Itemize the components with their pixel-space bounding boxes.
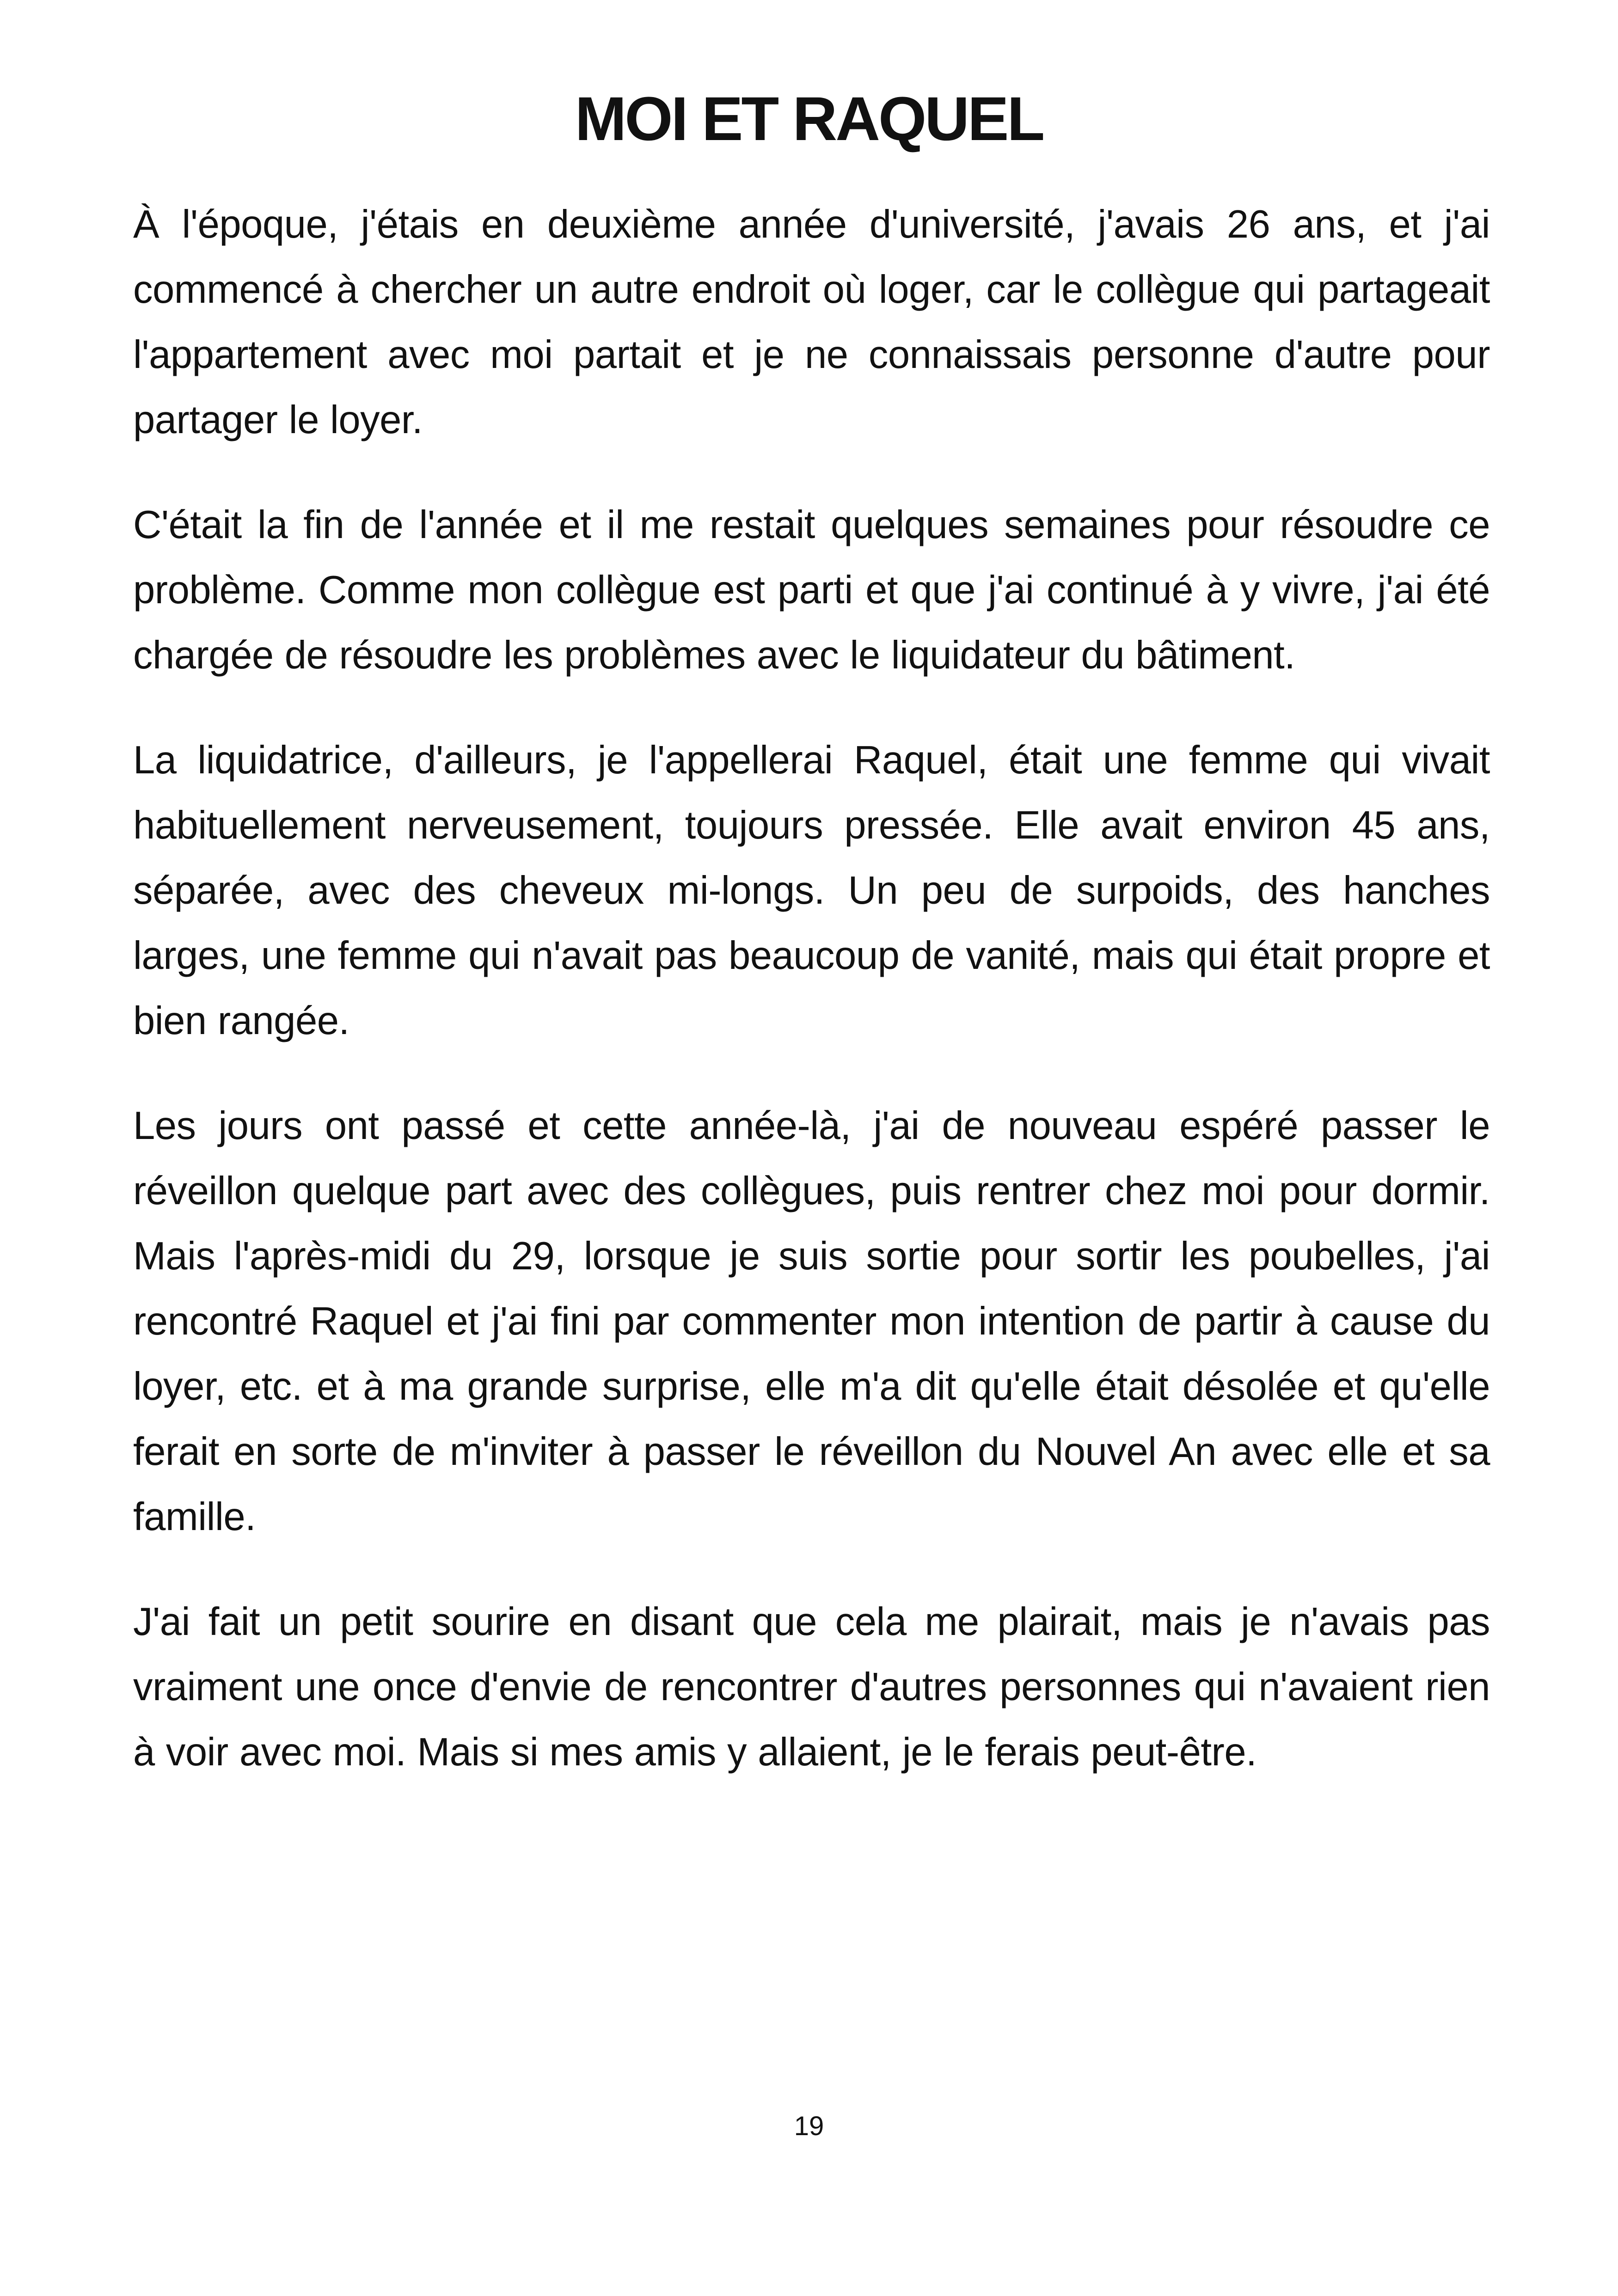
- body-text: [133, 192, 1490, 1825]
- paragraph-3: La liquidatrice, d'ailleurs, je l'appellerai Raquel, était une femme qui vivait habituellement nerveusement, toujours pressée. Elle avait environ 45 ans, séparée, avec des cheveux mi-longs. Un peu de surpoids, des hanches larges, une femme qui n'avait pas beaucoup de vanité, mais qui était propre et bien rangée.: [133, 738, 1490, 1043]
- paragraph-5: J'ai fait un petit sourire en disant que cela me plairait, mais je n'avais pas vraiment une once d'envie de rencontrer d'autres personnes qui n'avaient rien à voir avec moi. Mais si mes amis y allaient, je le ferais peut-être.: [133, 1600, 1490, 1774]
- paragraph-2: C'était la fin de l'année et il me restait quelques semaines pour résoudre ce problème. Comme mon collègue est parti et que j'ai continué à y vivre, j'ai été chargée de résoudre les problèmes avec le liquidateur du bâtiment.: [133, 503, 1490, 677]
- paragraph-4: Les jours ont passé et cette année-là, j'ai de nouveau espéré passer le réveillon quelque part avec des collègues, puis rentrer chez moi pour dormir. Mais l'après-midi du 29, lorsque je suis sortie pour sortir les poubelles, j'ai rencontré Raquel et j'ai fini par commenter mon intention de partir à cause du loyer, etc. et à ma grande surprise, elle m'a dit qu'elle était désolée et qu'elle ferait en sorte de m'inviter à passer le réveillon du Nouvel An avec elle et sa famille.: [133, 1104, 1490, 1539]
- page-number: 19: [794, 2111, 824, 2141]
- paragraph-1: À l'époque, j'étais en deuxième année d'université, j'avais 26 ans, et j'ai commencé à chercher un autre endroit où loger, car le collègue qui partageait l'appartement avec moi partait et je ne connaissais personne d'autre pour partager le loyer.: [133, 202, 1490, 442]
- page-title: MOI ET RAQUEL: [575, 85, 1043, 153]
